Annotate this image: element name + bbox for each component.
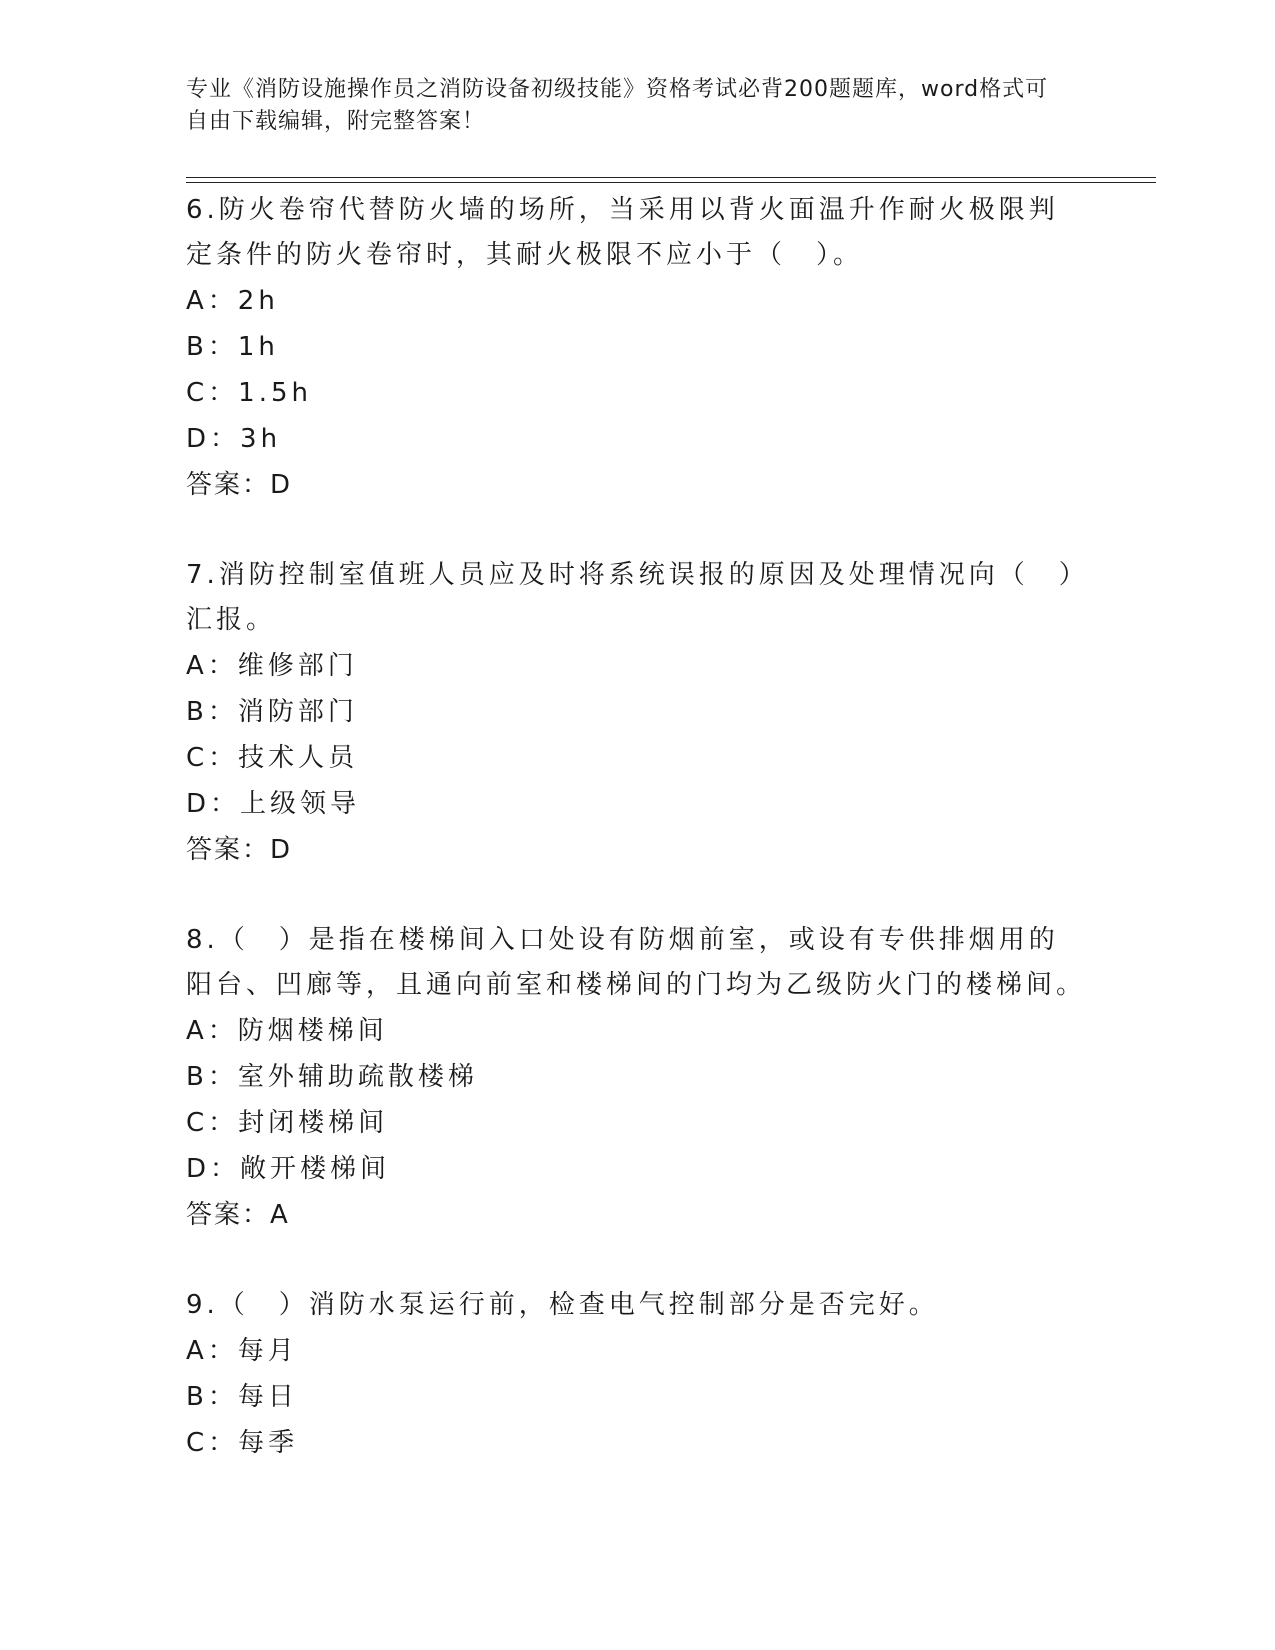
option-d: D：敞开楼梯间 xyxy=(186,1154,391,1184)
document-intro: 专业《消防设施操作员之消防设备初级技能》资格考试必背200题题库，word格式可自由下载编辑，附完整答案！ xyxy=(186,77,1049,134)
answer: 答案：A xyxy=(186,1200,290,1230)
option-b: B：每日 xyxy=(186,1382,298,1412)
question-7 xyxy=(186,553,1086,873)
option-a: A：防烟楼梯间 xyxy=(186,1016,388,1046)
option-a: A：每月 xyxy=(186,1336,298,1366)
option-b: B：室外辅助疏散楼梯 xyxy=(186,1062,478,1092)
header-divider-top xyxy=(186,177,1156,178)
answer: 答案：D xyxy=(186,835,293,865)
option-c: C：技术人员 xyxy=(186,743,359,773)
option-a: A：2h xyxy=(186,286,279,316)
option-c: C：封闭楼梯间 xyxy=(186,1108,389,1138)
option-c: C：每季 xyxy=(186,1428,299,1458)
option-a: A：维修部门 xyxy=(186,651,358,681)
answer: 答案：D xyxy=(186,470,293,500)
option-d: D：上级领导 xyxy=(186,789,361,819)
option-b: B：1h xyxy=(186,332,279,362)
question-9 xyxy=(186,1283,1086,1466)
question-8 xyxy=(186,918,1086,1238)
question-stem: 9.（ ）消防水泵运行前，检查电气控制部分是否完好。 xyxy=(186,1290,939,1320)
question-6 xyxy=(186,188,1086,508)
question-stem: 7.消防控制室值班人员应及时将系统误报的原因及处理情况向（ ）汇报。 xyxy=(186,560,1076,635)
option-b: B：消防部门 xyxy=(186,697,358,727)
question-stem: 8.（ ）是指在楼梯间入口处设有防烟前室，或设有专供排烟用的阳台、凹廊等，且通向前室和楼梯间的门均为乙级防火门的楼梯间。 xyxy=(186,925,1087,1000)
header-divider-bottom xyxy=(186,182,1156,183)
option-c: C：1.5h xyxy=(186,378,312,408)
question-stem: 6.防火卷帘代替防火墙的场所，当采用以背火面温升作耐火极限判定条件的防火卷帘时，其耐火极限不应小于（ ）。 xyxy=(186,195,1059,270)
option-d: D：3h xyxy=(186,424,282,454)
